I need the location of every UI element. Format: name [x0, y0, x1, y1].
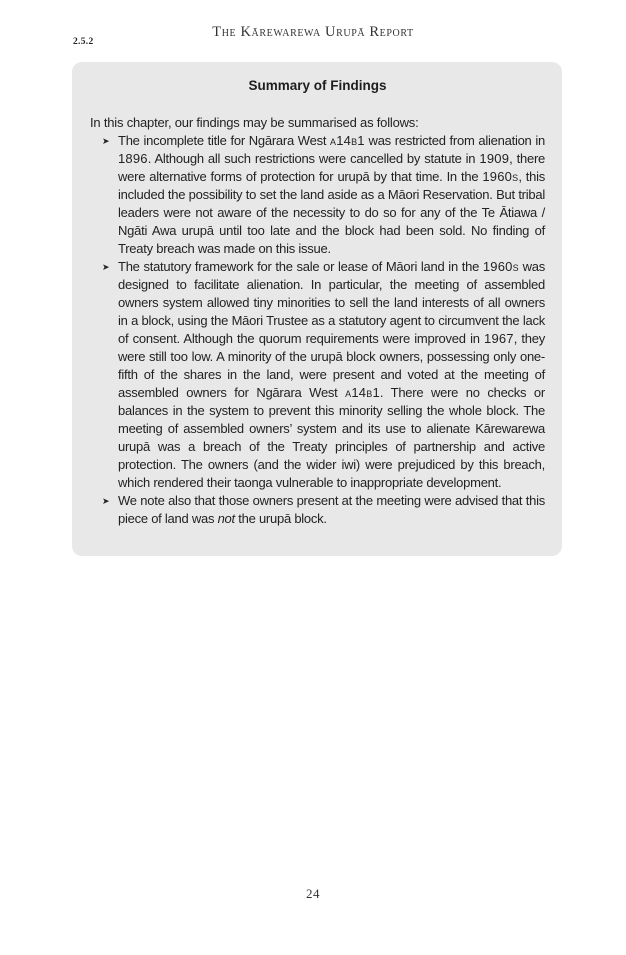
section-number: 2.5.2 [73, 37, 94, 47]
page-number: 24 [306, 886, 320, 901]
summary-intro: In this chapter, our findings may be summarised as follows: [90, 115, 419, 130]
findings-list [90, 132, 545, 528]
block-reference: a14b1 [330, 133, 365, 148]
arrow-bullet-icon: ➤ [102, 262, 110, 272]
summary-title: Summary of Findings [248, 78, 387, 93]
finding-item-3: ➤ We note also that those owners present at the meeting were advised that this piece of land was not the urupā block. [102, 493, 545, 526]
emphasis-not: not [217, 511, 235, 526]
year: 1967 [484, 331, 514, 346]
year: 1909 [479, 151, 510, 166]
arrow-bullet-icon: ➤ [102, 496, 110, 506]
decade: 1960s [482, 169, 519, 184]
year: 1896 [118, 151, 148, 166]
decade: 1960s [482, 259, 519, 274]
summary-of-findings-box [72, 62, 562, 556]
finding-item-1: ➤ The incomplete title for Ngārara West a14b1 was restricted from alienation in 1896. Although all such restrictions were cancelled by statute in 1909, there were alternative forms of protection for urupā by that time. In the 1960s, this included the possibility to set the land aside as a Māori Reservation. But tribal leaders were not aware of the necessity to do so for any of the Te Ātiawa / Ngāti Awa urupā until too late and the block had been sold. No finding of Treaty breach was made on this issue. [102, 133, 545, 256]
finding-item-2: ➤ The statutory framework for the sale or lease of Māori land in the 1960s was designed to facilitate alienation. In particular, the meeting of assembled owners system allowed tiny minorities to sell the land interests of all owners in a block, using the Māori Trustee as a statutory agent to circumvent the lack of consent. Although the quorum requirements were improved in 1967, they were still too low. A minority of the urupā block owners, possessing only one-fifth of the shares in the land, were present and voted at the meeting of assembled owners for Ngārara West a14b1. There were no checks or balances in the system to prevent this minority selling the whole block. The meeting of assembled owners’ system and its use to alienate Kārewarewa urupā was a breach of the Treaty principles of partnership and active protection. The owners (and the wider iwi) were prejudiced by this breach, which rendered their taonga vulnerable to inappropriate development. [102, 259, 546, 490]
arrow-bullet-icon: ➤ [102, 136, 110, 146]
block-reference: a14b1 [345, 385, 380, 400]
running-head: The Kārewarewa Urupā Report [212, 24, 414, 40]
